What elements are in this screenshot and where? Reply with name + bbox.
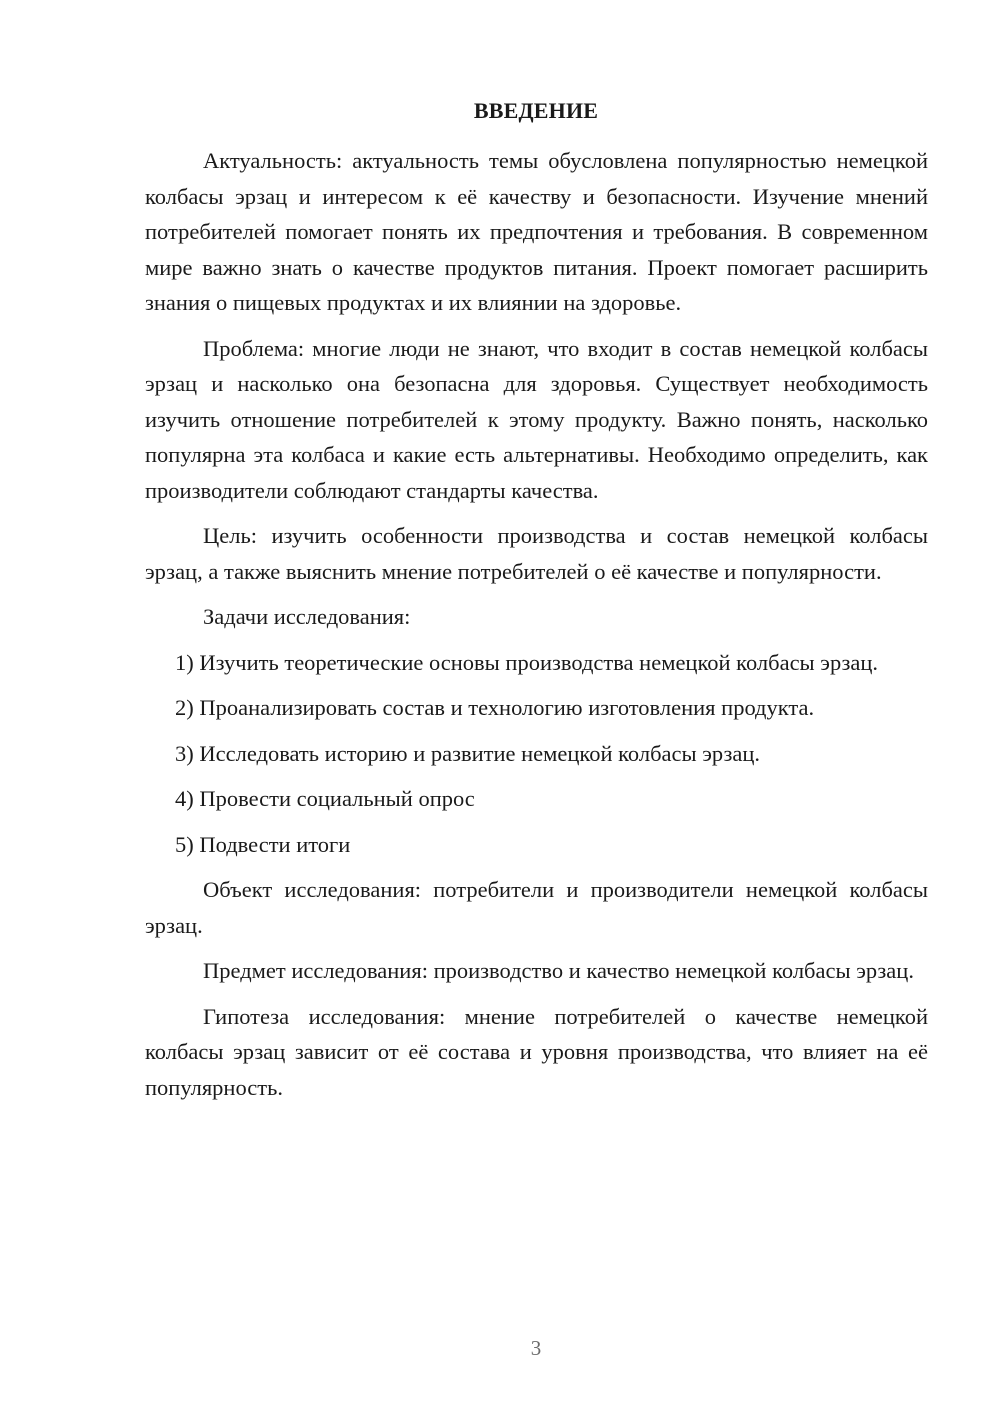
paragraph-tasks-heading: Задачи исследования:: [203, 604, 411, 629]
paragraph-object: Объект исследования: потребители и производители немецкой колбасы эрзац.: [145, 877, 928, 938]
paragraph-relevance: Актуальность: актуальность темы обусловлена популярностью немецкой колбасы эрзац и интересом к её качеству и безопасности. Изучение мнений потребителей помогает понять их предпочтения и требования. В современном мире важно знать о качестве продуктов питания. Проект помогает расширить знания о пищевых продуктах и их влиянии на здоровье.: [145, 148, 928, 315]
task-item-3: 3) Исследовать историю и развитие немецкой колбасы эрзац.: [175, 740, 760, 766]
task-item-4: 4) Провести социальный опрос: [175, 786, 475, 811]
task-item-1: 1) Изучить теоретические основы производства немецкой колбасы эрзац.: [175, 649, 879, 675]
paragraph-problem: Проблема: многие люди не знают, что входит в состав немецкой колбасы эрзац и насколько она безопасна для здоровья. Существует необходимость изучить отношение потребителей к этому продукту. Важно понять, насколько популярна эта колбаса и какие есть альтернативы. Необходимо определить, как производители соблюдают стандарты качества.: [145, 335, 928, 503]
task-item-5: 5) Подвести итоги: [175, 831, 351, 857]
paragraph-hypothesis: Гипотеза исследования: мнение потребителей о качестве немецкой колбасы эрзац зависит от её состава и уровня производства, что влияет на её популярность.: [145, 1003, 928, 1100]
task-item-2: 2) Проанализировать состав и технологию изготовления продукта.: [175, 695, 815, 720]
paragraph-goal: Цель: изучить особенности производства и состав немецкой колбасы эрзац, а также выяснить мнение потребителей о её качестве и популярности.: [145, 523, 928, 584]
body-text: [145, 143, 928, 1115]
section-title: ВВЕДЕНИЕ: [473, 98, 599, 123]
page-number: 3: [530, 1336, 542, 1360]
paragraph-subject: Предмет исследования: производство и качество немецкой колбасы эрзац.: [203, 958, 914, 983]
